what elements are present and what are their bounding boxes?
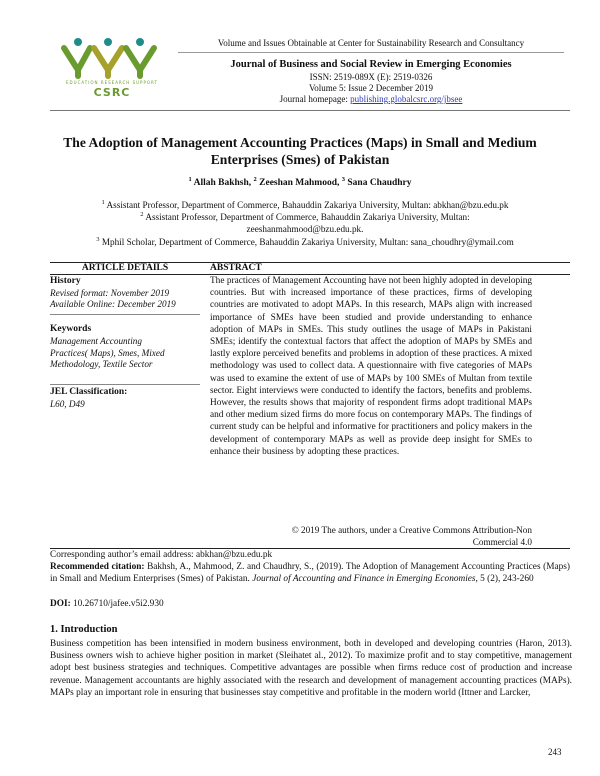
- author-3-name: Sana Chaudhry: [347, 178, 412, 188]
- journal-homepage: [178, 94, 564, 105]
- affiliation-2-text: Assistant Professor, Department of Commerce, Bahauddin Zakariya University, Multan:: [143, 212, 470, 222]
- available-date: Available Online: December 2019: [50, 299, 176, 309]
- title-line-2: Enterprises (Smes) of Pakistan: [210, 152, 390, 167]
- recommended-citation-label: Recommended citation:: [50, 562, 145, 572]
- journal-name: Journal of Business and Social Review in Emerging Economies: [230, 59, 512, 70]
- issn: ISSN: 2519-089X (E): 2519-0326: [309, 72, 433, 82]
- page-number: 243: [548, 747, 562, 757]
- jel-codes: L60, D49: [50, 399, 85, 409]
- affiliation-2-line-2: zeeshanmahmood@bzu.edu.pk.: [246, 224, 364, 234]
- copyright-notice: [210, 524, 532, 548]
- keywords-line-3: Methodology, Textile Sector: [50, 359, 153, 369]
- doi-label: DOI:: [50, 599, 71, 609]
- keywords-line-2: Practices( Maps), Smes, Mixed: [50, 347, 165, 358]
- author-list: [60, 175, 540, 188]
- recommended-citation: [50, 561, 570, 585]
- history-rule: [50, 314, 200, 315]
- author-2-number: 2: [253, 175, 257, 183]
- affiliation-2: [40, 212, 570, 224]
- doi-value: 10.26710/jafee.v5i2.930: [70, 599, 164, 609]
- author-3-number: 3: [341, 175, 345, 183]
- affiliation-3: [40, 237, 570, 249]
- citation-journal: Journal of Accounting and Finance in Emerging Economies: [252, 574, 476, 584]
- recommended-citation-text: Bakhsh, A., Mahmood, Z. and Chaudhry, S., (2019). The Adoption of Management Accounting Practices (Maps) in Small and Medium Enterprises (Smes) of Pakistan.: [50, 562, 570, 584]
- volume-issue: Volume 5: Issue 2 December 2019: [308, 83, 434, 93]
- keywords-line-1: Management Accounting: [50, 336, 142, 346]
- logo-tagline: EDUCATION RESEARCH SUPPORT: [66, 80, 158, 85]
- revised-date: Revised format: November 2019: [50, 288, 170, 298]
- doi: [50, 598, 164, 610]
- volume-line: Volume and Issues Obtainable at Center for Sustainability Research and Consultancy: [217, 38, 525, 48]
- author-2-name: Zeeshan Mahmood,: [259, 178, 340, 188]
- affiliation-2-number: 2: [140, 210, 144, 218]
- homepage-label: Journal homepage:: [279, 94, 351, 104]
- copyright-line-1: © 2019 The authors, under a Creative Commons Attribution-Non: [291, 525, 532, 535]
- logo-text: CSRC: [93, 86, 131, 99]
- keywords-list: [50, 336, 202, 371]
- author-1-name: Allah Bakhsh,: [193, 178, 252, 188]
- affiliation-3-text: Mphil Scholar, Department of Commerce, Bahauddin Zakariya University, Multan: sana_choudhry@ymail.com: [99, 237, 514, 247]
- introduction-text: Business competition has been intensified in modern business environment, both in developed and developing countries (Haron, 2013). Business owners wish to achieve higher position in market (Sleihatet al., 2012). To maximize profit and to stay competitive, management adopt best business strategies and techniques. Competitive advantages are possible when firms reduce cost of production and increase revenue. Management accountants are highly associated with the research and development of management accounting practices (MAPs). MAPs play an important role in ensuring that businesses stay competitive and profitable in the modern world (Ittner and Larcker,: [50, 639, 572, 698]
- csrc-logo: [58, 34, 166, 100]
- jel-label: JEL Classification:: [50, 387, 128, 397]
- article-details-heading: ARTICLE DETAILS: [81, 263, 169, 273]
- keywords-rule: [50, 384, 200, 385]
- paper-title: [60, 134, 540, 168]
- copyright-line-2: Commercial 4.0: [472, 537, 532, 547]
- abstract-heading: ABSTRACT: [210, 263, 262, 273]
- header-divider: [178, 52, 564, 53]
- abstract-text: The practices of Management Accounting have not been highly adopted in developing countries. But with increased importance of these practices, firms of developing countries are motivated to adopt MAPs. In this research, MAPs align with increased importance of SMEs have been studied and provide understanding to enhance adoption of MAPs in SMEs. This study outlines the usage of MAPs in Pakistani SMEs; identify the contextual factors that affect the adoption of MAPs by SMEs and lastly explore perceived benefits and problems in adoption of these practices. A mixed methodology was used to collect data. A questionnaire with five categories of MAPs was used to examine the extent of use of MAPs by 100 SMEs of Multan from textile sector. Eight interviews were conducted to identify the factors, benefits and problems. However, the results shows that majority of respondent firms adopt traditional MAPs and other medium sized firms do more focus on contemporary MAPs. The findings of current study can be helpful and informative for practitioners and policy makers in the development of contemporary MAPs as well as provide deep insight for SMEs to enhance their business by adopting these practices.: [210, 276, 532, 457]
- citation-volume-pages: , 5 (2), 243-260: [475, 574, 534, 584]
- affiliation-1-text: Assistant Professor, Department of Commerce, Bahauddin Zakariya University, Multan: abkhan@bzu.edu.pk: [104, 200, 509, 210]
- affiliation-1: [40, 200, 570, 212]
- affiliation-3-number: 3: [96, 235, 100, 243]
- history-label: History: [50, 276, 81, 286]
- introduction-heading: 1. Introduction: [50, 624, 118, 635]
- corresponding-author: Corresponding author’s email address: abkhan@bzu.edu.pk: [50, 550, 273, 560]
- affiliation-1-number: 1: [101, 198, 105, 206]
- author-1-number: 1: [188, 175, 192, 183]
- keywords-label: Keywords: [50, 324, 92, 334]
- header-bottom-rule: [50, 110, 570, 111]
- title-line-1: The Adoption of Management Accounting Practices (Maps) in Small and Medium: [63, 135, 537, 150]
- homepage-link[interactable]: publishing.globalcsrc.org/jbsee: [350, 94, 463, 104]
